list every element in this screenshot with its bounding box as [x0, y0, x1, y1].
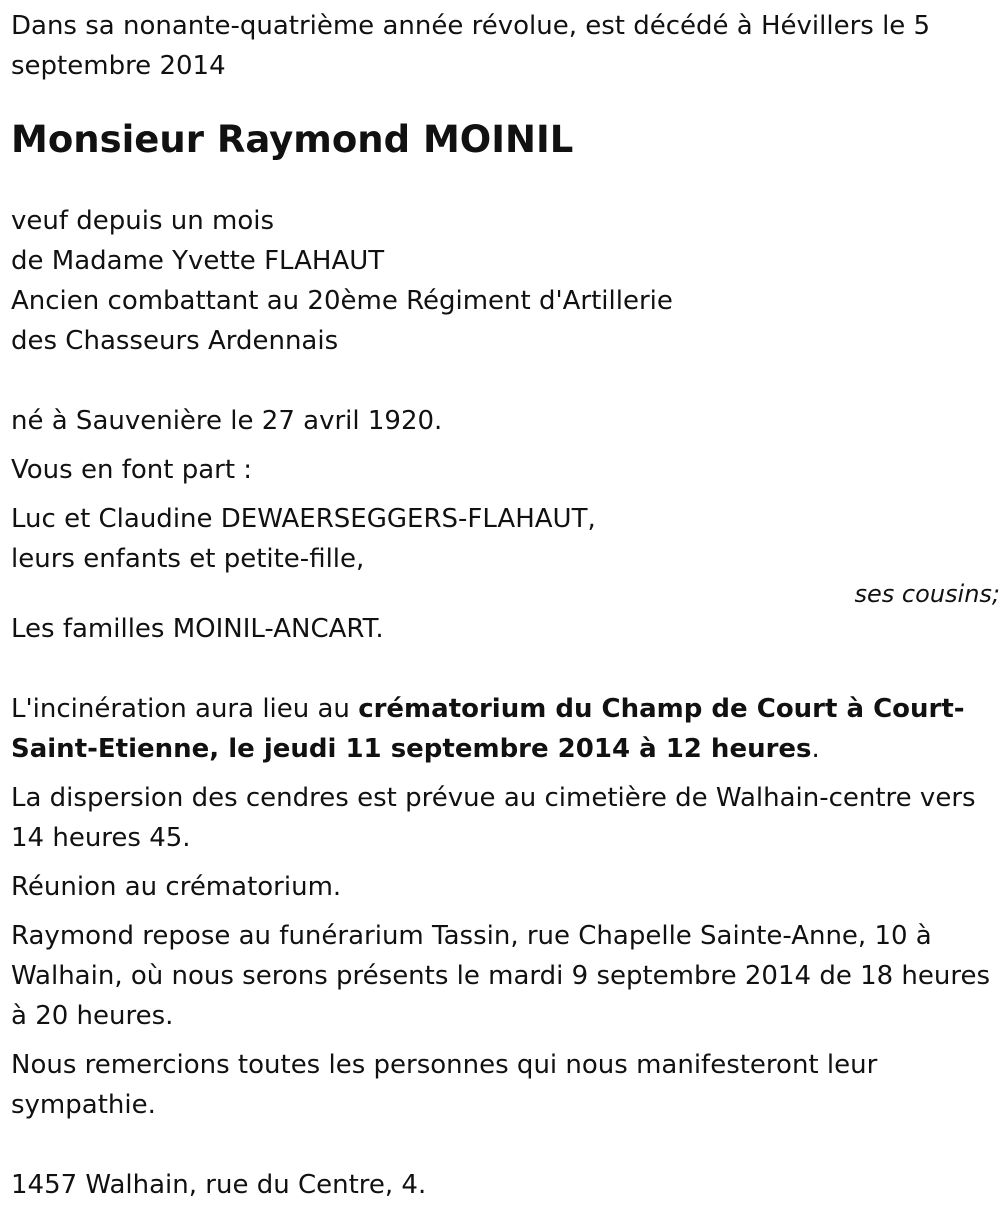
deceased-name: Monsieur Raymond MOINIL [11, 118, 574, 161]
intro-text: Dans sa nonante-quatrième année révolue, est décédé à Hévillers le 5 septembre 2014 [11, 11, 931, 81]
obituary-document [11, 6, 1000, 1205]
announcement: Vous en font part : [11, 455, 253, 485]
detail-line: Ancien combattant au 20ème Régiment d'Artillerie [11, 286, 673, 316]
family-block [11, 499, 1000, 649]
details-block [11, 201, 991, 361]
visitation-info: Raymond repose au funérarium Tassin, rue Chapelle Sainte-Anne, 10 à Walhain, où nous serons présents le mardi 9 septembre 2014 de 18 heures à 20 heures. [11, 921, 991, 1031]
thanks-text: Nous remercions toutes les personnes qui nous manifesteront leur sympathie. [11, 1050, 878, 1120]
detail-line: des Chasseurs Ardennais [11, 326, 339, 356]
cremation-info [11, 689, 991, 769]
family-line: Les familles MOINIL-ANCART. [11, 614, 384, 644]
address: 1457 Walhain, rue du Centre, 4. [11, 1170, 427, 1200]
birth-info: né à Sauvenière le 27 avril 1920. [11, 406, 443, 436]
cousins-line: ses cousins; [854, 580, 1000, 608]
family-line: Luc et Claudine DEWAERSEGGERS-FLAHAUT, [11, 504, 596, 534]
cremation-details: crématorium du Champ de Court à Court-Saint-Etienne, le jeudi 11 septembre 2014 à 12 heures [11, 694, 965, 764]
detail-line: de Madame Yvette FLAHAUT [11, 246, 385, 276]
reunion-info: Réunion au crématorium. [11, 872, 342, 902]
family-line: leurs enfants et petite-fille, [11, 544, 365, 574]
dispersion-info: La dispersion des cendres est prévue au cimetière de Walhain-centre vers 14 heures 45. [11, 783, 976, 853]
cremation-prefix: L'incinération aura lieu au [11, 694, 359, 724]
cremation-suffix: . [811, 734, 820, 764]
detail-line: veuf depuis un mois [11, 206, 275, 236]
